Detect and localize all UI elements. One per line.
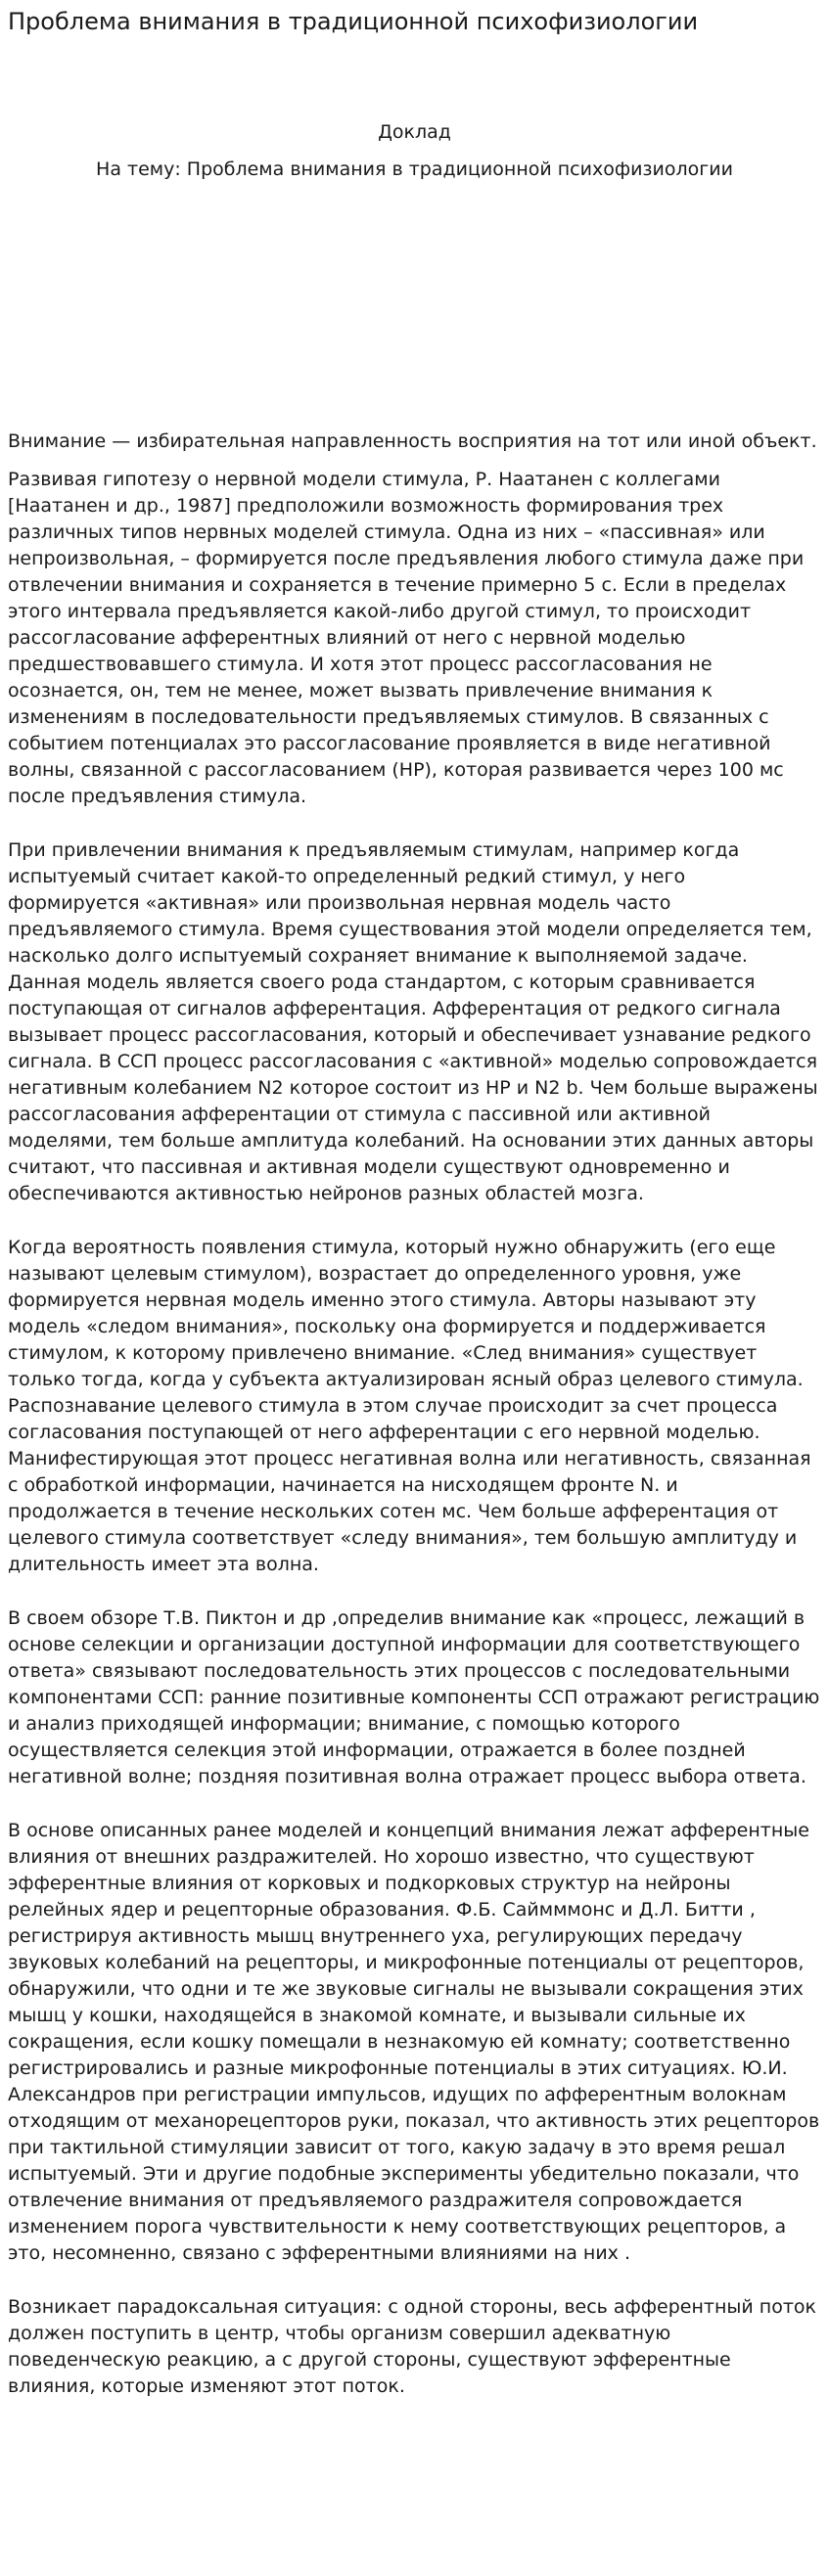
cover-topic: На тему: Проблема внимания в традиционной психофизиологии [96, 158, 733, 180]
paragraph-efferent-influences: В основе описанных ранее моделей и концепций внимания лежат афферентные влияния от внешних раздражителей. Но хорошо известно, что существуют эфферентные влияния от корковых и подкорковых структур на нейроны релейных ядер и рецепторные образования. Ф.Б. Саймммонс и Д.Л. Битти , регистрируя активность мышц внутреннего уха, регулирующих передачу звуковых колебаний на рецепторы, и микрофонные потенциалы от рецепторов, обнаружили, что одни и те же звуковые сигналы не вызывали сокращения этих мышц у кошки, находящейся в знакомой комнате, и вызывали сильные их сокращения, если кошку помещали в незнакомую ей комнату; соответственно регистрировались и разные микрофонные потенциалы в этих ситуациях. Ю.И. Александров при регистрации импульсов, идущих по афферентным волокнам отходящим от механорецепторов руки, показал, что активность этих рецепторов при тактильной стимуляции зависит от того, какую задачу в это время решал испытуемый. Эти и другие подобные эксперименты убедительно показали, что отвлечение внимания от предъявляемого раздражителя сопровождается изменением порога чувствительности к нему соответствующих рецепторов, а это, несомненно, связано с эфферентными влияниями на них . [8, 1820, 820, 2264]
page-title: Проблема внимания в традиционной психофизиологии [8, 8, 699, 35]
document-body [8, 429, 821, 2400]
paragraph-paradox: Возникает парадоксальная ситуация: с одной стороны, весь афферентный поток должен поступить в центр, чтобы организм совершил адекватную поведенческую реакцию, а с другой стороны, существуют эфферентные влияния, которые изменяют этот поток. [8, 2296, 816, 2397]
paragraph-naatanen-models: Развивая гипотезу о нервной модели стимула, Р. Наатанен с коллегами [Наатанен и др., 1987] предположили возможность формирования трех различных типов нервных моделей стимула. Одна из них – «пассивная» или непроизвольная, – формируется после предъявления любого стимула даже при отвлечении внимания и сохраняется в течение примерно 5 с. Если в пределах этого интервала предъявляется какой-либо другой стимул, то происходит рассогласование афферентных влияний от него с нервной моделью предшествовавшего стимула. И хотя этот процесс рассогласования не осознается, он, тем не менее, может вызвать привлечение внимания к изменениям в последовательности предъявляемых стимулов. В связанных с событием потенциалах это рассогласование проявляется в виде негативной волны, связанной с рассогласованием (НР), которая развивается через 100 мс после предъявления стимула. [8, 469, 805, 807]
paragraph-active-model: При привлечении внимания к предъявляемым стимулам, например когда испытуемый считает какой-то определенный редкий стимул, у него формируется «активная» или произвольная нервная модель часто предъявляемого стимула. Время существования этой модели определяется тем, насколько долго испытуемый сохраняет внимание к выполняемой задаче. Данная модель является своего рода стандартом, с которым сравнивается поступающая от сигналов афферентация. Афферентация от редкого сигнала вызывает процесс рассогласования, который и обеспечивает узнавание редкого сигнала. В ССП процесс рассогласования с «активной» моделью сопровождается негативным колебанием N2 которое состоит из НР и N2 b. Чем больше выражены рассогласования афферентации от стимула с пассивной или активной моделями, тем больше амплитуда колебаний. На основании этих данных авторы считают, что пассивная и активная модели существуют одновременно и обеспечиваются активностью нейронов разных областей мозга. [8, 839, 818, 1204]
paragraph-attention-trace: Когда вероятность появления стимула, который нужно обнаружить (его еще называют целевым стимулом), возрастает до определенного уровня, уже формируется нервная модель именно этого стимула. Авторы называют эту модель «следом внимания», поскольку она формируется и поддерживается стимулом, к которому привлечено внимание. «След внимания» существует только тогда, когда у субъекта актуализирован ясный образ целевого стимула. Распознавание целевого стимула в этом случае происходит за счет процесса согласования поступающей от него афферентации с его нервной моделью. Манифестирующая этот процесс негативная волна или негативность, связанная с обработкой информации, начинается на нисходящем фронте N. и продолжается в течение нескольких сотен мс. Чем больше афферентация от целевого стимула соответствует «следу внимания», тем большую амплитуду и длительность имеет эта волна. [8, 1237, 811, 1575]
cover-block [8, 88, 821, 429]
paragraph-picton-review: В своем обзоре Т.В. Пиктон и др ,определив внимание как «процесс, лежащий в основе селекции и организации доступной информации для соответствующего ответа» связывают последовательность этих процессов с последовательными компонентами ССП: ранние позитивные компоненты ССП отражают регистрацию и анализ приходящей информации; внимание, с помощью которого осуществляется селекция этой информации, отражается в более поздней негативной волне; поздняя позитивная волна отражает процесс выбора ответа. [8, 1607, 820, 1787]
cover-type: Доклад [378, 121, 451, 143]
paragraph-definition: Внимание — избирательная направленность восприятия на тот или иной объект. [8, 430, 817, 452]
